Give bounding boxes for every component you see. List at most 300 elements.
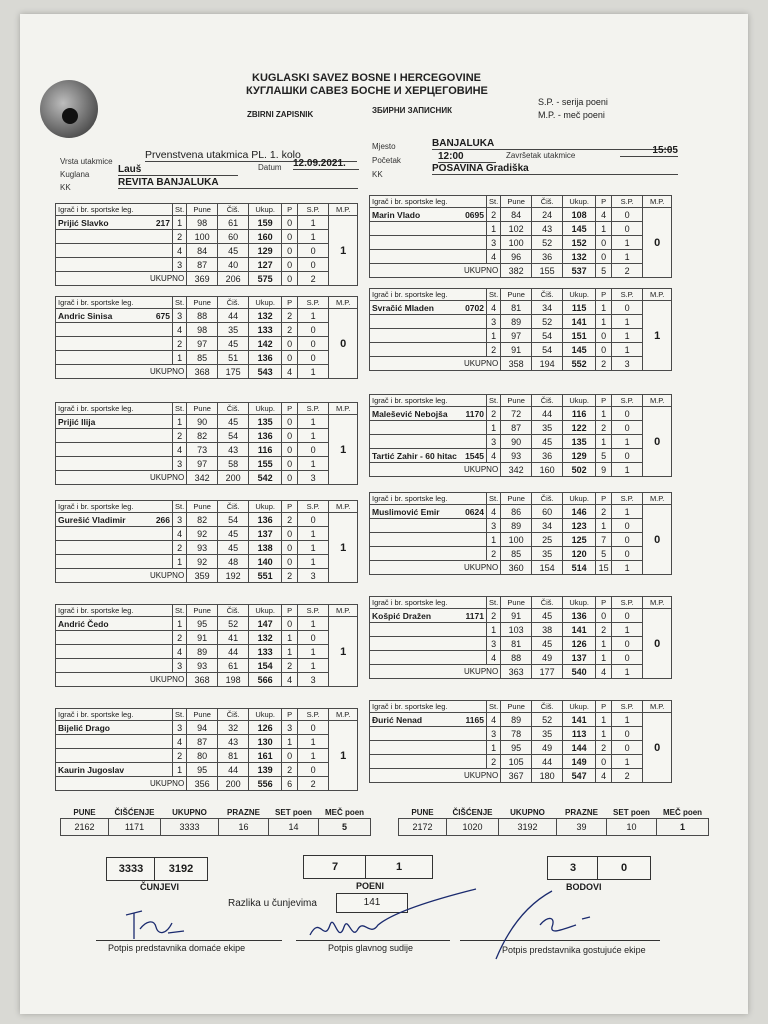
total-row <box>56 272 358 286</box>
player-header: Igrač i br. sportske leg. <box>370 395 487 407</box>
set-points: 1 <box>612 250 643 264</box>
misses: 0 <box>282 351 298 365</box>
st-header: St. <box>173 403 187 415</box>
set-points: 1 <box>298 541 329 555</box>
total-pins: 126 <box>249 721 282 735</box>
lane-number: 3 <box>487 727 501 741</box>
org-name-cyrillic: КУГЛАШКИ САВЕЗ БОСНЕ И ХЕРЦЕГОВИНЕ <box>246 85 488 97</box>
lane-number: 1 <box>487 741 501 755</box>
full-pins: 89 <box>501 519 532 533</box>
lane-row <box>370 421 672 435</box>
cis-header: Čiš. <box>532 196 563 208</box>
sum-h-mec: MEČ poen <box>662 807 703 817</box>
total-clear: 180 <box>532 769 563 783</box>
lane-row <box>56 659 358 673</box>
total-misses: 0 <box>282 272 298 286</box>
full-pins: 97 <box>501 329 532 343</box>
ukupno-label: UKUPNO <box>56 569 187 583</box>
lane-row <box>56 735 358 749</box>
lane-row <box>370 250 672 264</box>
total-full: 363 <box>501 665 532 679</box>
lane-number: 2 <box>173 749 187 763</box>
cis-header: Čiš. <box>218 297 249 309</box>
total-pins: 127 <box>249 258 282 272</box>
mp-header: M.P. <box>329 204 358 216</box>
lane-number: 1 <box>173 351 187 365</box>
p-header: P <box>282 297 298 309</box>
away-signature-label: Potpis predstavnika gostujuće ekipe <box>502 945 646 955</box>
total-set-points: 2 <box>612 264 643 278</box>
lane-number: 4 <box>173 735 187 749</box>
misses: 1 <box>282 631 298 645</box>
substitute-license: 1545 <box>465 450 484 461</box>
lane-row <box>56 749 358 763</box>
player-header: Igrač i br. sportske leg. <box>370 701 487 713</box>
misses: 0 <box>596 329 612 343</box>
lane-number: 2 <box>487 609 501 623</box>
full-pins: 91 <box>501 609 532 623</box>
ukupno-label: UKUPNO <box>56 673 187 687</box>
total-set-points: 1 <box>612 561 643 575</box>
lane-row <box>56 513 358 527</box>
total-pins: 130 <box>249 735 282 749</box>
lane-row <box>56 216 358 230</box>
kk-home-value: REVITA BANJALUKA <box>118 177 358 189</box>
set-points: 1 <box>612 755 643 769</box>
total-pins: 133 <box>249 323 282 337</box>
p-header: P <box>596 701 612 713</box>
kk-away-label: KK <box>372 170 383 179</box>
away-sum-ukupno: 3192 <box>499 819 557 836</box>
clear-pins: 49 <box>532 651 563 665</box>
player-header: Igrač i br. sportske leg. <box>370 289 487 301</box>
lane-row <box>370 741 672 755</box>
full-pins: 93 <box>501 449 532 463</box>
set-points: 0 <box>612 609 643 623</box>
clear-pins: 43 <box>218 443 249 457</box>
mp-header: M.P. <box>643 196 672 208</box>
mp-header: M.P. <box>329 709 358 721</box>
set-points: 0 <box>612 651 643 665</box>
sum-h-ukupno: UKUPNO <box>510 807 545 817</box>
total-set-points: 1 <box>612 463 643 477</box>
misses: 1 <box>282 645 298 659</box>
misses: 1 <box>596 222 612 236</box>
lane-row <box>370 236 672 250</box>
away-player-block <box>369 700 672 783</box>
total-clear: 194 <box>532 357 563 371</box>
total-full: 369 <box>187 272 218 286</box>
ukupno-label: UKUPNO <box>370 769 501 783</box>
misses: 0 <box>282 457 298 471</box>
player-name: Muslimović Emir <box>372 506 440 517</box>
doc-title-latin: ZBIRNI ZAPISNIK <box>247 110 314 119</box>
ukupno-label: UKUPNO <box>370 665 501 679</box>
sum-h-pune: PUNE <box>73 807 96 817</box>
full-pins: 93 <box>187 541 218 555</box>
ukup-header: Ukup. <box>563 289 596 301</box>
total-row <box>56 777 358 791</box>
player-name: Andric Sinisa <box>58 310 113 321</box>
poeni-home: 7 <box>303 855 367 879</box>
away-player-block <box>369 492 672 575</box>
full-pins: 78 <box>501 727 532 741</box>
lane-number: 2 <box>173 429 187 443</box>
ukupno-label: UKUPNO <box>370 264 501 278</box>
st-header: St. <box>487 493 501 505</box>
set-points: 1 <box>298 230 329 244</box>
lane-number: 4 <box>173 244 187 258</box>
player-name: Bijelić Drago <box>58 722 110 733</box>
total-pins: 136 <box>249 513 282 527</box>
match-point: 0 <box>643 208 672 278</box>
full-pins: 89 <box>501 315 532 329</box>
full-pins: 93 <box>187 659 218 673</box>
lane-number: 3 <box>487 519 501 533</box>
misses: 1 <box>282 735 298 749</box>
misses: 0 <box>282 617 298 631</box>
total-pins: 136 <box>249 351 282 365</box>
total-pins: 145 <box>563 343 596 357</box>
lane-row <box>370 301 672 315</box>
lane-row <box>56 258 358 272</box>
total-misses: 2 <box>596 357 612 371</box>
total-row <box>370 769 672 783</box>
total-pins: 140 <box>249 555 282 569</box>
full-pins: 97 <box>187 337 218 351</box>
clear-pins: 45 <box>218 527 249 541</box>
sp-header: S.P. <box>612 289 643 301</box>
lane-number: 1 <box>173 617 187 631</box>
misses: 1 <box>596 651 612 665</box>
st-header: St. <box>173 709 187 721</box>
set-points: 1 <box>298 309 329 323</box>
full-pins: 85 <box>501 547 532 561</box>
clear-pins: 58 <box>218 457 249 471</box>
pune-header: Pune <box>187 709 218 721</box>
doc-title-cyrillic: ЗБИРНИ ЗАПИСНИК <box>372 106 452 115</box>
misses: 0 <box>596 236 612 250</box>
away-player-block <box>369 195 672 278</box>
player-name: Svračić Mladen <box>372 302 434 313</box>
p-header: P <box>282 204 298 216</box>
pune-header: Pune <box>501 289 532 301</box>
kuglana-value: Lauš <box>118 164 238 176</box>
lane-row <box>370 609 672 623</box>
st-header: St. <box>487 289 501 301</box>
total-pins: 129 <box>563 449 596 463</box>
sp-header: S.P. <box>612 597 643 609</box>
total-pins: 141 <box>563 623 596 637</box>
license-number: 1170 <box>465 408 484 419</box>
clear-pins: 32 <box>218 721 249 735</box>
pune-header: Pune <box>501 701 532 713</box>
lane-row <box>56 527 358 541</box>
clear-pins: 38 <box>532 623 563 637</box>
kk-home-label: KK <box>60 183 71 192</box>
clear-pins: 52 <box>218 617 249 631</box>
lane-number: 3 <box>173 513 187 527</box>
misses: 1 <box>596 407 612 421</box>
player-header: Igrač i br. sportske leg. <box>56 403 173 415</box>
total-row <box>370 357 672 371</box>
lane-number: 3 <box>173 659 187 673</box>
lane-row <box>56 631 358 645</box>
total-pins: 151 <box>563 329 596 343</box>
total-pins: 108 <box>563 208 596 222</box>
player-name: Marin Vlado <box>372 209 421 220</box>
clear-pins: 54 <box>218 513 249 527</box>
license-number: 266 <box>155 514 170 525</box>
sp-header: S.P. <box>612 701 643 713</box>
lane-row <box>370 519 672 533</box>
sp-header: S.P. <box>612 196 643 208</box>
misses: 1 <box>596 713 612 727</box>
misses: 0 <box>282 258 298 272</box>
set-points: 0 <box>612 407 643 421</box>
total-full: 359 <box>187 569 218 583</box>
total-pins: 132 <box>249 631 282 645</box>
misses: 0 <box>282 415 298 429</box>
set-points: 1 <box>612 343 643 357</box>
total-pins: 122 <box>563 421 596 435</box>
clear-pins: 45 <box>532 435 563 449</box>
sum-h-prazne: PRAZNE <box>227 807 260 817</box>
total-row <box>56 365 358 379</box>
pocetak-value: 12:00 <box>438 151 496 163</box>
lane-number: 3 <box>487 236 501 250</box>
set-points: 1 <box>298 749 329 763</box>
lane-row <box>370 407 672 421</box>
set-points: 1 <box>612 236 643 250</box>
zavrsetak-label: Završetak utakmice <box>506 151 576 160</box>
clear-pins: 24 <box>532 208 563 222</box>
sum-h-pune: PUNE <box>411 807 434 817</box>
set-points: 1 <box>612 315 643 329</box>
sp-header: S.P. <box>298 709 329 721</box>
total-pins: 141 <box>563 315 596 329</box>
away-player-block <box>369 288 672 371</box>
lane-number: 1 <box>173 763 187 777</box>
lane-number: 1 <box>487 421 501 435</box>
p-header: P <box>596 493 612 505</box>
lane-row <box>370 329 672 343</box>
substitute-name: Kaurin Jugoslav <box>58 764 125 775</box>
pune-header: Pune <box>187 605 218 617</box>
full-pins: 95 <box>501 741 532 755</box>
poeni-away: 1 <box>365 855 433 879</box>
total-pins: 141 <box>563 713 596 727</box>
total-pins: 123 <box>563 519 596 533</box>
lane-row <box>370 208 672 222</box>
clear-pins: 40 <box>218 258 249 272</box>
total-misses: 0 <box>282 471 298 485</box>
misses: 0 <box>282 429 298 443</box>
full-pins: 100 <box>501 236 532 250</box>
set-points: 0 <box>612 741 643 755</box>
set-points: 0 <box>298 763 329 777</box>
set-points: 0 <box>612 222 643 236</box>
misses: 0 <box>596 343 612 357</box>
misses: 0 <box>596 755 612 769</box>
cis-header: Čiš. <box>532 493 563 505</box>
misses: 2 <box>282 323 298 337</box>
total-pins: 514 <box>563 561 596 575</box>
misses: 2 <box>596 421 612 435</box>
bodovi-away: 0 <box>597 856 651 880</box>
set-points: 0 <box>298 337 329 351</box>
full-pins: 105 <box>501 755 532 769</box>
clear-pins: 35 <box>532 547 563 561</box>
away-summary <box>398 806 709 836</box>
ukupno-label: UKUPNO <box>56 272 187 286</box>
home-player-block <box>55 296 358 379</box>
total-full: 360 <box>501 561 532 575</box>
full-pins: 81 <box>501 637 532 651</box>
match-point: 0 <box>643 505 672 575</box>
st-header: St. <box>487 196 501 208</box>
mp-header: M.P. <box>643 701 672 713</box>
lane-number: 4 <box>487 651 501 665</box>
total-pins: 146 <box>563 505 596 519</box>
total-pins: 154 <box>249 659 282 673</box>
clear-pins: 36 <box>532 250 563 264</box>
match-point: 0 <box>643 713 672 783</box>
sp-header: S.P. <box>298 403 329 415</box>
pune-header: Pune <box>501 196 532 208</box>
clear-pins: 41 <box>218 631 249 645</box>
full-pins: 80 <box>187 749 218 763</box>
clear-pins: 34 <box>532 519 563 533</box>
total-pins: 135 <box>563 435 596 449</box>
cunjevi-home: 3333 <box>106 857 156 881</box>
away-player-block <box>369 394 672 477</box>
lane-number: 1 <box>487 329 501 343</box>
clear-pins: 36 <box>532 449 563 463</box>
set-points: 0 <box>298 721 329 735</box>
sp-header: S.P. <box>298 605 329 617</box>
cis-header: Čiš. <box>532 289 563 301</box>
total-clear: 160 <box>532 463 563 477</box>
lane-number: 2 <box>487 547 501 561</box>
total-misses: 9 <box>596 463 612 477</box>
total-full: 358 <box>501 357 532 371</box>
total-full: 342 <box>501 463 532 477</box>
full-pins: 88 <box>501 651 532 665</box>
lane-number: 4 <box>173 323 187 337</box>
total-pins: 120 <box>563 547 596 561</box>
full-pins: 73 <box>187 443 218 457</box>
cis-header: Čiš. <box>218 403 249 415</box>
set-points: 1 <box>298 216 329 230</box>
set-points: 0 <box>612 449 643 463</box>
misses: 5 <box>596 547 612 561</box>
total-row <box>370 264 672 278</box>
kuglana-label: Kuglana <box>60 170 90 179</box>
misses: 1 <box>596 727 612 741</box>
ukupno-label: UKUPNO <box>370 463 501 477</box>
full-pins: 95 <box>187 617 218 631</box>
full-pins: 94 <box>187 721 218 735</box>
total-pins: 160 <box>249 230 282 244</box>
lane-row <box>56 429 358 443</box>
razlika-label: Razlika u čunjevima <box>228 898 317 909</box>
full-pins: 82 <box>187 429 218 443</box>
datum-value: 12.09.2021. <box>293 158 359 170</box>
clear-pins: 61 <box>218 216 249 230</box>
lane-number: 4 <box>487 250 501 264</box>
full-pins: 97 <box>187 457 218 471</box>
pune-header: Pune <box>501 395 532 407</box>
sp-header: S.P. <box>298 204 329 216</box>
total-row <box>56 569 358 583</box>
total-pins: 552 <box>563 357 596 371</box>
total-pins: 126 <box>563 637 596 651</box>
match-point: 1 <box>643 301 672 371</box>
sum-h-ciscenje: ČIŠĆENJE <box>114 807 155 817</box>
total-clear: 192 <box>218 569 249 583</box>
cunjevi-away: 3192 <box>154 857 208 881</box>
home-summary <box>60 806 371 836</box>
home-sum-pune: 2162 <box>61 819 109 836</box>
full-pins: 92 <box>187 527 218 541</box>
mp-header: M.P. <box>329 501 358 513</box>
legend-mp: M.P. - meč poeni <box>538 110 605 120</box>
set-points: 1 <box>612 623 643 637</box>
mp-header: M.P. <box>643 597 672 609</box>
lane-row <box>370 222 672 236</box>
set-points: 0 <box>612 533 643 547</box>
lane-row <box>370 713 672 727</box>
clear-pins: 52 <box>532 315 563 329</box>
pune-header: Pune <box>501 493 532 505</box>
lane-number: 2 <box>487 407 501 421</box>
p-header: P <box>596 289 612 301</box>
st-header: St. <box>173 297 187 309</box>
lane-row <box>56 323 358 337</box>
full-pins: 96 <box>501 250 532 264</box>
sp-header: S.P. <box>612 493 643 505</box>
match-point: 0 <box>643 407 672 477</box>
vrsta-label: Vrsta utakmice <box>60 157 113 166</box>
total-set-points: 2 <box>298 777 329 791</box>
misses: 2 <box>282 309 298 323</box>
sum-h-ukupno: UKUPNO <box>172 807 207 817</box>
total-clear: 198 <box>218 673 249 687</box>
lane-number: 2 <box>173 337 187 351</box>
player-name: Malešević Nebojša <box>372 408 448 419</box>
ukup-header: Ukup. <box>563 597 596 609</box>
zavrsetak-value: 15:05 <box>620 145 678 157</box>
license-number: 0624 <box>465 506 484 517</box>
home-sum-set: 14 <box>269 819 319 836</box>
total-full: 356 <box>187 777 218 791</box>
substitute-name: Tartić Zahir - 60 hitac <box>372 450 457 461</box>
cis-header: Čiš. <box>532 701 563 713</box>
misses: 0 <box>282 541 298 555</box>
lane-row <box>56 443 358 457</box>
total-full: 368 <box>187 365 218 379</box>
lane-row <box>56 763 358 777</box>
full-pins: 85 <box>187 351 218 365</box>
lane-number: 4 <box>487 449 501 463</box>
misses: 2 <box>282 659 298 673</box>
mp-header: M.P. <box>329 297 358 309</box>
total-pins: 161 <box>249 749 282 763</box>
total-row <box>56 471 358 485</box>
clear-pins: 54 <box>532 343 563 357</box>
ukup-header: Ukup. <box>249 297 282 309</box>
